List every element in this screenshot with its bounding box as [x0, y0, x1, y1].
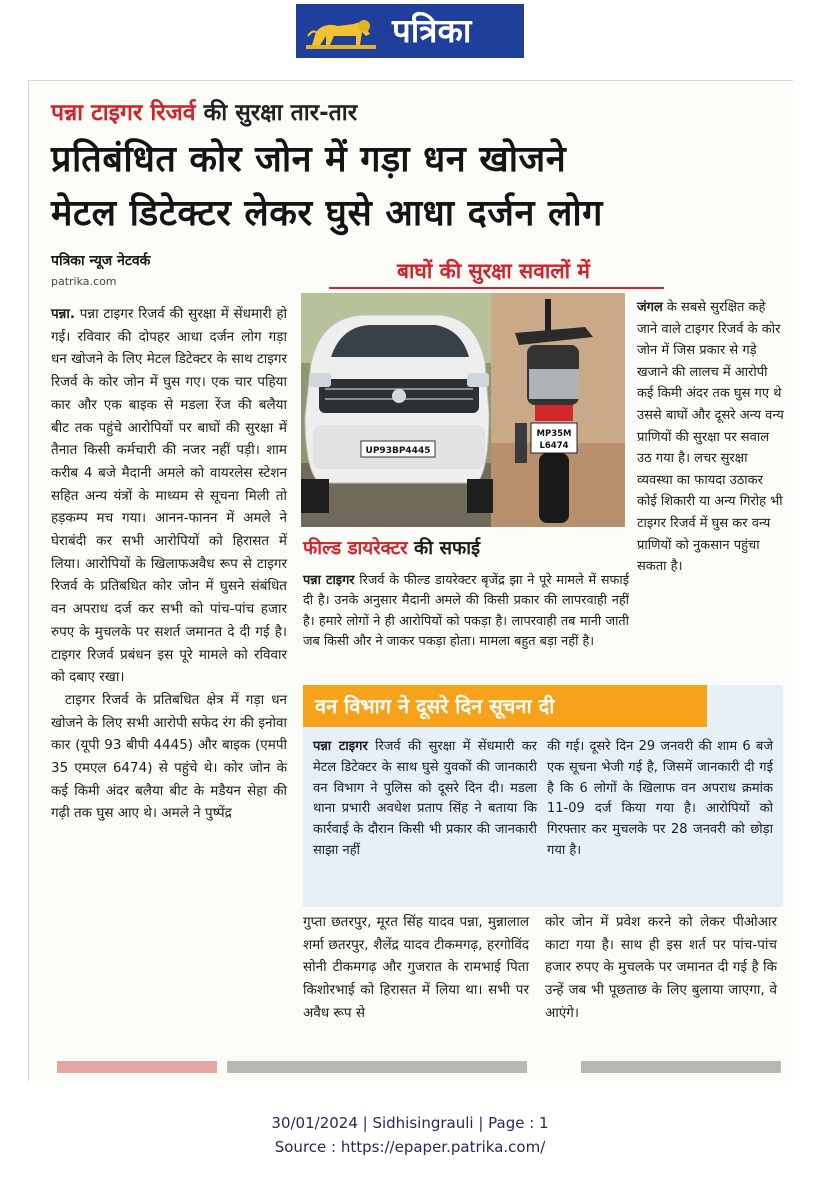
headline [51, 133, 603, 241]
kicker-rest: की सुरक्षा तार-तार [195, 100, 358, 126]
field-director-heading [303, 535, 480, 560]
field-director-body: रिजर्व के फील्ड डायरेक्टर बृजेंद्र झा ने पूरे मामले में सफाई दी है। उनके अनुसार मैदानी अमले की किसी प्रकार की लापरवाही नहीं है। हमारे लोगों ने ही आरोपियों को पकड़ा है। लापरवाही तब मानी जाती जब किसी और ने जाकर पकड़ा होता। मामला बहुत बड़ा नहीं है। [303, 573, 629, 650]
tagline: बाघों की सुरक्षा सवालों में [397, 259, 590, 283]
site-label: patrika.com [51, 275, 117, 288]
box-column-2: की गई। दूसरे दिन 29 जनवरी की शाम 6 बजे एक सूचना भेजी गई है, जिसमें जानकारी दी गई है कि 6 लोगों के खिलाफ वन अपराध क्रमांक 11-09 दर्ज किया गया है। आरोपियों को गिरफ्तार कर मुचलके पर 28 जनवरी को छोड़ा गया है। [547, 739, 773, 858]
field-director-text [303, 571, 629, 653]
box-heading: वन विभाग ने दूसरे दिन सूचना दी [315, 694, 555, 718]
car-number-plate: UP93BP4445 [365, 446, 431, 456]
box-lead: पन्ना टाइगर [313, 739, 368, 754]
masthead-brand: पत्रिका [392, 11, 472, 50]
headline-line-1: प्रतिबंधित कोर जोन में गड़ा धन खोजने [51, 139, 567, 180]
box-column-1 [313, 737, 537, 862]
car-and-bike-photo [301, 293, 625, 527]
bike-plate-line-1: MP35M [536, 429, 572, 439]
lion-emblem-icon [304, 12, 378, 52]
right-column-lead: जंगल [637, 300, 663, 315]
field-director-heading-red: फील्ड डायरेक्टर [303, 538, 408, 559]
kicker [51, 95, 357, 127]
box-column-1-text: रिजर्व की सुरक्षा में सेंधमारी कर मेटल डिटेक्टर के साथ घुसे युवकों की जानकारी वन विभाग ने पुलिस को दूसरे दिन दी। मडला थाना प्रभारी अवधेश प्रताप सिंह ने बताया कि कार्रवाई के दौरान किसी भी प्रकार की जानकारी साझा नहीं [313, 739, 537, 858]
paragraph-1-text: पन्ना टाइगर रिजर्व की सुरक्षा में सेंधमारी हो गई। रविवार की दोपहर आधा दर्जन लोग गड़ा धन खोजने के लिए मेटल डिटेक्टर के साथ टाइगर रिजर्व के कोर जोन में घुस गए। एक चार पहिया कार और एक बाइक से मडला रेंज की बलैया बीट तक पहुंचे आरोपियों पर बाघों की सुरक्षा में तैनात किसी कर्मचारी की नजर नहीं पड़ी। शाम करीब 4 बजे मैदानी अमले को वायरलेस स्टेशन सहित अन्य यंत्रों के माध्यम से सूचना मिली तो हड़कम्प मच गया। आनन-फानन में अमले ने घेराबंदी कर सभी आरोपियों को हिरासत में लिया। आरोपियों के खिलाफअवैध रूप से टाइगर रिजर्व के प्रतिबधित कोर जोन में घुसने संबंधित वन अपराध दर्ज कर सभी को पांच-पांच हजार रुपए के मुचलके पर सशर्त जमानत दे दी गई है। टाइगर रिजर्व प्रबंधन इस पूरे मामले को रविवार को दबाए रखा। [51, 306, 287, 686]
left-column [51, 303, 287, 825]
field-director-lead: पन्ना टाइगर [303, 573, 355, 588]
paragraph-2: टाइगर रिजर्व के प्रतिबधित क्षेत्र में गड़ा धन खोजने के लिए सभी आरोपी सफेद रंग की इनोवा कार (यूपी 93 बीपी 4445) और बाइक (एमपी 35 एमएल 6474) से पहुंचे थे। कोर जोन के कई किमी अंदर बलैया बीट के मडैयन सेहा की गढ़ी तक घुस आए थे। अमले ने पुष्पेंद्र [51, 691, 287, 822]
field-director-heading-rest: की सफाई [407, 538, 481, 559]
right-column [637, 297, 785, 578]
bike-plate-line-2: L6474 [539, 441, 569, 451]
right-column-text: के सबसे सुरक्षित कहे जाने वाले टाइगर रिजर्व के कोर जोन में जिस प्रकार से गड़े खजाने की लालच में आरोपी कई किमी अंदर तक घुस गए थे उससे बाघों और दूसरे अन्य वन्य प्राणियों की सुरक्षा पर सवाल उठ गया है। लचर सुरक्षा व्यवस्था का फायदा उठाकर कोई शिकारी या अन्य गिरोह भी टाइगर रिजर्व में घुस कर वन्य प्राणियों को नुकसान पहुंचा सकता है। [637, 300, 784, 575]
patrika-masthead [296, 4, 524, 58]
footer-date-edition: 30/01/2024 | Sidhisingrauli | Page : 1 [271, 1114, 549, 1132]
footer-source: Source : https://epaper.patrika.com/ [274, 1138, 546, 1156]
headline-line-2: मेटल डिटेक्टर लेकर घुसे आधा दर्जन लोग [51, 193, 603, 234]
byline: पत्रिका न्यूज नेटवर्क [51, 253, 151, 269]
bottom-middle-text: गुप्ता छतरपुर, मूरत सिंह यादव पन्ना, मुन्नालाल शर्मा छतरपुर, शैलेंद्र यादव टीकमगढ़, हरगोविंद सोनी टीकमगढ़ और गुजरात के रामभाई पिता किशोरभाई को हिरासत में लिया था। सभी पर अवैध रूप से [303, 914, 529, 1021]
cut-off-next-headline [51, 1051, 791, 1081]
tagline-rule [329, 287, 664, 289]
kicker-red: पन्ना टाइगर रिजर्व [51, 100, 196, 126]
paragraph-1 [51, 303, 287, 689]
bottom-right-text: कोर जोन में प्रवेश करने को लेकर पीओआर काटा गया है। साथ ही इस शर्त पर पांच-पांच हजार रुपए के मुचलके पर जमानत दी गई है कि उन्हें जब भी पूछताछ के लिए बुलाया जाएगा, वे आएंगे। [545, 914, 777, 1021]
newspaper-clipping [28, 80, 793, 1081]
dateline: पन्ना. [51, 306, 75, 322]
